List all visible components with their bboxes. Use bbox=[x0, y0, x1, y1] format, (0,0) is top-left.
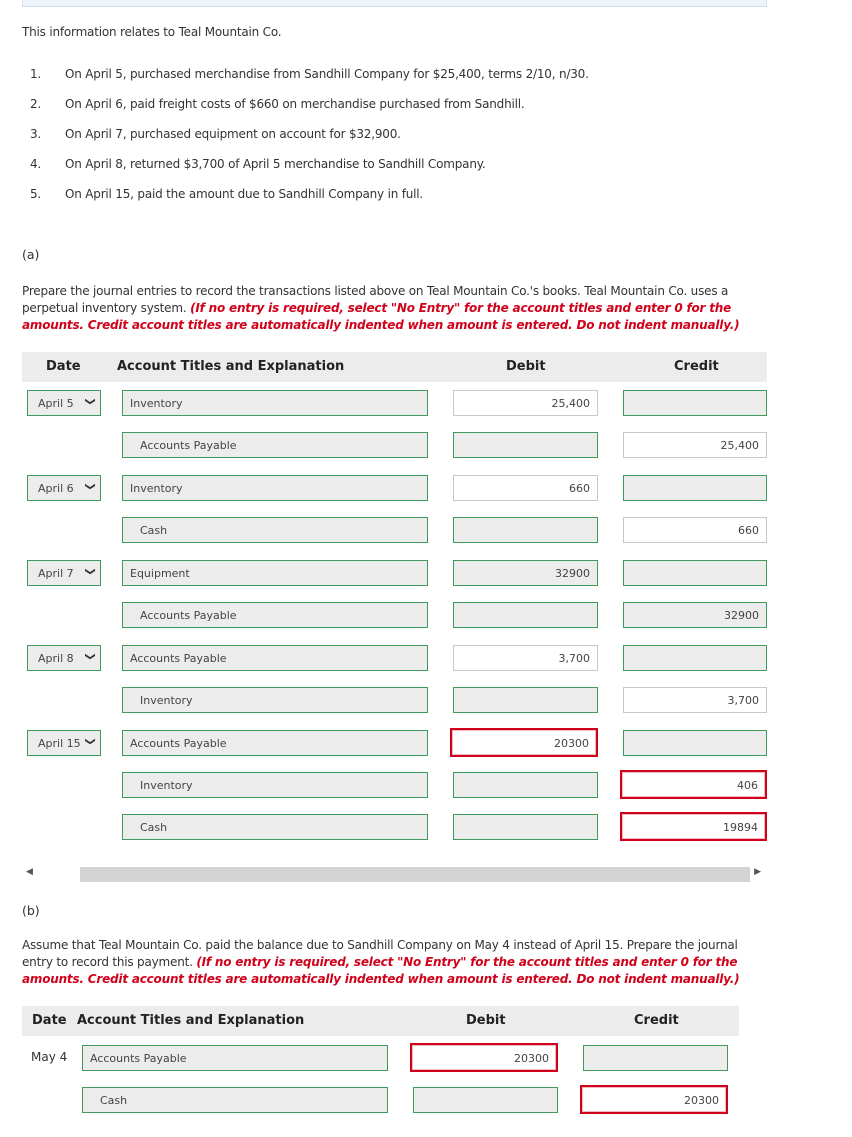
date-value: April 8 bbox=[38, 652, 74, 665]
chevron-down-icon: ❯ bbox=[84, 482, 96, 491]
debit-value: 660 bbox=[569, 482, 590, 495]
part-a-instruction bbox=[22, 283, 762, 334]
date-value: April 7 bbox=[38, 567, 74, 580]
credit-value: 660 bbox=[738, 524, 759, 537]
account-value: Cash bbox=[100, 1094, 128, 1107]
transaction-text: On April 7, purchased equipment on account for $32,900. bbox=[65, 127, 401, 141]
debit-input[interactable] bbox=[453, 645, 598, 671]
account-value: Cash bbox=[140, 524, 168, 537]
account-title-field[interactable] bbox=[122, 560, 428, 586]
debit-input[interactable] bbox=[410, 1043, 558, 1072]
account-value: Inventory bbox=[140, 694, 193, 707]
instruction-warning: (If no entry is required, select "No Entry" for the account titles and enter 0 for the amounts. Credit account titles are automatically indented when amount is entered. Do not indent manually.) bbox=[22, 301, 740, 332]
header-credit: Credit bbox=[634, 1013, 679, 1028]
account-value: Accounts Payable bbox=[140, 609, 237, 622]
account-value: Accounts Payable bbox=[130, 737, 227, 750]
instruction-text: Assume that Teal Mountain Co. paid the balance due to Sandhill Company on May 4 instead of April 15. Prepare the journal entry to record this payment. bbox=[22, 938, 738, 969]
credit-value: 406 bbox=[737, 779, 758, 792]
part-a-label: (a) bbox=[22, 247, 40, 262]
debit-input[interactable] bbox=[453, 772, 598, 798]
transaction-number: 1. bbox=[30, 67, 42, 81]
credit-value: 32900 bbox=[724, 609, 759, 622]
header-date: Date bbox=[46, 359, 81, 374]
date-select[interactable] bbox=[27, 645, 101, 671]
account-value: Accounts Payable bbox=[90, 1052, 187, 1065]
account-value: Cash bbox=[140, 821, 168, 834]
transaction-number: 2. bbox=[30, 97, 42, 111]
account-title-field[interactable] bbox=[122, 602, 428, 628]
date-value: May 4 bbox=[31, 1050, 68, 1064]
account-title-field[interactable] bbox=[122, 390, 428, 416]
scrollbar-thumb[interactable] bbox=[80, 867, 750, 882]
scroll-left-icon[interactable]: ◀ bbox=[26, 867, 33, 877]
account-title-field[interactable] bbox=[122, 645, 428, 671]
date-value: April 5 bbox=[38, 397, 74, 410]
credit-input[interactable] bbox=[580, 1085, 728, 1114]
debit-input[interactable] bbox=[450, 728, 598, 757]
date-value: April 6 bbox=[38, 482, 74, 495]
credit-input[interactable] bbox=[620, 812, 767, 841]
date-select[interactable] bbox=[27, 560, 101, 586]
credit-input[interactable] bbox=[583, 1045, 728, 1071]
chevron-down-icon: ❯ bbox=[84, 567, 96, 576]
account-value: Inventory bbox=[140, 779, 193, 792]
debit-input[interactable] bbox=[453, 687, 598, 713]
debit-value: 20300 bbox=[554, 737, 589, 750]
debit-input[interactable] bbox=[453, 475, 598, 501]
transaction-text: On April 8, returned $3,700 of April 5 merchandise to Sandhill Company. bbox=[65, 157, 486, 171]
credit-value: 19894 bbox=[723, 821, 758, 834]
credit-input[interactable] bbox=[623, 645, 767, 671]
account-title-field[interactable] bbox=[82, 1045, 388, 1071]
credit-value: 3,700 bbox=[727, 694, 759, 707]
transaction-number: 3. bbox=[30, 127, 42, 141]
instruction-text: Prepare the journal entries to record the transactions listed above on Teal Mountain Co.'s books. Teal Mountain Co. uses a perpetual inventory system. bbox=[22, 284, 729, 315]
credit-input[interactable] bbox=[623, 602, 767, 628]
credit-input[interactable] bbox=[623, 687, 767, 713]
transaction-text: On April 5, purchased merchandise from Sandhill Company for $25,400, terms 2/10, n/30. bbox=[65, 67, 589, 81]
account-value: Inventory bbox=[130, 397, 183, 410]
account-title-field[interactable] bbox=[122, 687, 428, 713]
date-select[interactable] bbox=[27, 390, 101, 416]
header-credit: Credit bbox=[674, 359, 719, 374]
account-title-field[interactable] bbox=[122, 814, 428, 840]
debit-input[interactable] bbox=[413, 1087, 558, 1113]
account-title-field[interactable] bbox=[82, 1087, 388, 1113]
credit-input[interactable] bbox=[623, 475, 767, 501]
instruction-warning: (If no entry is required, select "No Entry" for the account titles and enter 0 for the amounts. Credit account titles are automatically indented when amount is entered. Do not indent manually.) bbox=[22, 955, 740, 986]
credit-input[interactable] bbox=[623, 517, 767, 543]
debit-input[interactable] bbox=[453, 390, 598, 416]
credit-value: 20300 bbox=[684, 1094, 719, 1107]
account-value: Accounts Payable bbox=[140, 439, 237, 452]
debit-value: 3,700 bbox=[558, 652, 590, 665]
debit-value: 25,400 bbox=[551, 397, 590, 410]
chevron-down-icon: ❯ bbox=[84, 397, 96, 406]
account-value: Equipment bbox=[130, 567, 190, 580]
journal-header-a bbox=[22, 352, 767, 382]
credit-value: 25,400 bbox=[720, 439, 759, 452]
journal-header-b bbox=[22, 1006, 739, 1036]
date-value: April 15 bbox=[38, 737, 81, 750]
account-title-field[interactable] bbox=[122, 517, 428, 543]
transaction-number: 5. bbox=[30, 187, 42, 201]
debit-input[interactable] bbox=[453, 602, 598, 628]
credit-input[interactable] bbox=[623, 432, 767, 458]
chevron-down-icon: ❯ bbox=[84, 737, 96, 746]
transaction-text: On April 15, paid the amount due to Sandhill Company in full. bbox=[65, 187, 424, 201]
account-title-field[interactable] bbox=[122, 475, 428, 501]
debit-input[interactable] bbox=[453, 517, 598, 543]
account-value: Accounts Payable bbox=[130, 652, 227, 665]
debit-input[interactable] bbox=[453, 814, 598, 840]
header-account: Account Titles and Explanation bbox=[77, 1013, 305, 1028]
scroll-right-icon[interactable]: ▶ bbox=[754, 867, 761, 877]
transaction-number: 4. bbox=[30, 157, 42, 171]
intro-text: This information relates to Teal Mountain Co. bbox=[22, 25, 282, 39]
part-b-label: (b) bbox=[22, 903, 40, 918]
account-value: Inventory bbox=[130, 482, 183, 495]
part-b-instruction bbox=[22, 937, 762, 988]
account-title-field[interactable] bbox=[122, 730, 428, 756]
credit-input[interactable] bbox=[620, 770, 767, 799]
header-account: Account Titles and Explanation bbox=[117, 359, 345, 374]
debit-input[interactable] bbox=[453, 560, 598, 586]
account-title-field[interactable] bbox=[122, 432, 428, 458]
account-title-field[interactable] bbox=[122, 772, 428, 798]
credit-input[interactable] bbox=[623, 390, 767, 416]
transaction-text: On April 6, paid freight costs of $660 on merchandise purchased from Sandhill. bbox=[65, 97, 525, 111]
date-select[interactable] bbox=[27, 475, 101, 501]
header-date: Date bbox=[32, 1013, 67, 1028]
date-select[interactable] bbox=[27, 730, 101, 756]
header-debit: Debit bbox=[506, 359, 546, 374]
debit-value: 20300 bbox=[514, 1052, 549, 1065]
top-banner bbox=[22, 0, 767, 7]
credit-input[interactable] bbox=[623, 560, 767, 586]
debit-input[interactable] bbox=[453, 432, 598, 458]
debit-value: 32900 bbox=[555, 567, 590, 580]
horizontal-scrollbar[interactable] bbox=[22, 866, 767, 883]
chevron-down-icon: ❯ bbox=[84, 652, 96, 661]
credit-input[interactable] bbox=[623, 730, 767, 756]
header-debit: Debit bbox=[466, 1013, 506, 1028]
